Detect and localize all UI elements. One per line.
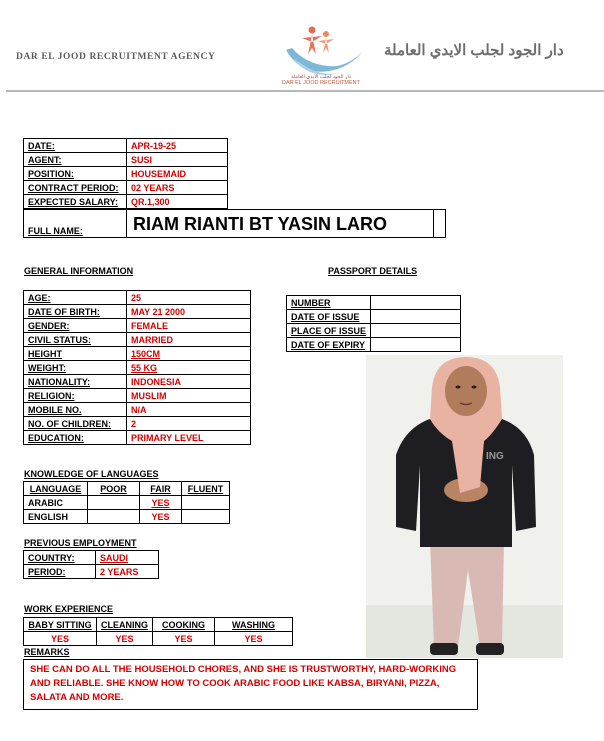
logo-text-en: DAR EL JOOD RECRUITMENT [281,80,361,86]
passport-row-value [371,310,461,324]
top-info-row [24,139,228,153]
general-info-row [24,291,251,305]
general-info-row-value: 55 KG [127,361,251,375]
general-info-row-label: NATIONALITY: [24,375,127,389]
logo-figure-body-1 [302,35,322,54]
logo-figure-head-2 [323,31,329,37]
languages-header-cell: LANGUAGE [24,482,88,496]
logo-figure-body-2 [318,38,334,53]
general-info-row [24,417,251,431]
language-name: ARABIC [24,496,88,510]
photo-shoe-right [476,643,504,655]
language-fluent [182,510,230,524]
work-experience-value: YES [215,632,293,646]
general-info-row-label: CIVIL STATUS: [24,333,127,347]
full-name-value: RIAM RIANTI BT YASIN LARO [127,210,434,238]
agency-name-en: DAR EL JOOD RECRUITMENT AGENCY [16,52,216,62]
remarks-text: SHE CAN DO ALL THE HOUSEHOLD CHORES, AND SHE IS TRUSTWORTHY, HARD-WORKING AND RELIABLE. SHE KNOW HOW TO COOK ARABIC FOOD LIKE KABSA, BIRYANI, PIZZA, SALATA AND MORE. [23,659,478,710]
logo-text-ar: دار الجود لجلب الايدي العاملة [291,74,351,80]
language-row [24,496,230,510]
general-info-row-label: RELIGION: [24,389,127,403]
general-info-row-label: WEIGHT: [24,361,127,375]
passport-row-value [371,324,461,338]
photo-shoe-left [430,643,458,655]
passport-row-label: DATE OF ISSUE [287,310,371,324]
general-info-row-label: GENDER: [24,319,127,333]
passport-row-label: NUMBER [287,296,371,310]
passport-table [286,295,461,352]
previous-employment-row [24,565,159,579]
photo-floor [366,605,563,658]
top-info-row-label: POSITION: [24,167,127,181]
work-experience-value: YES [153,632,215,646]
work-experience-header-cell: CLEANING [97,618,153,632]
general-info-row-value: MUSLIM [127,389,251,403]
general-info-row-label: HEIGHT [24,347,127,361]
general-info-row [24,375,251,389]
full-name-label: FULL NAME: [24,210,127,238]
top-info-row-label: EXPECTED SALARY: [24,195,127,209]
languages-header-row [24,482,230,496]
languages-table [23,481,230,524]
logo-wave-blue [286,48,362,72]
photo-shirt-text: ING [486,451,504,462]
language-row [24,510,230,524]
top-info-row-value: HOUSEMAID [127,167,228,181]
general-info-row-label: MOBILE NO. [24,403,127,417]
photo-face [445,366,487,416]
languages-header-cell: FAIR [140,482,182,496]
previous-employment-table [23,550,159,579]
photo-eye-left [456,386,461,389]
passport-row [287,338,461,352]
passport-row-label: DATE OF EXPIRY [287,338,371,352]
general-info-row-label: AGE: [24,291,127,305]
passport-row [287,296,461,310]
header-divider [6,90,604,92]
passport-row-value [371,296,461,310]
remarks-title: REMARKS [24,647,70,657]
languages-header-cell: POOR [88,482,140,496]
top-info-row [24,195,228,209]
general-info-row-label: EDUCATION: [24,431,127,445]
language-name: ENGLISH [24,510,88,524]
top-info-row-value: APR-19-25 [127,139,228,153]
language-poor [88,510,140,524]
top-info-row-value: QR.1,300 [127,195,228,209]
agency-name-ar: دار الجود لجلب الايدي العاملة [384,42,564,59]
general-info-row-label: NO. OF CHILDREN: [24,417,127,431]
general-info-row-value: FEMALE [127,319,251,333]
work-experience-table [23,617,293,646]
general-info-row-value: INDONESIA [127,375,251,389]
top-info-table [23,138,228,209]
general-info-row [24,403,251,417]
top-info-row [24,167,228,181]
full-name-table [23,209,446,238]
passport-row-value [371,338,461,352]
photo-eye-right [472,386,477,389]
top-info-row-label: CONTRACT PERIOD: [24,181,127,195]
general-info-row [24,333,251,347]
previous-employment-row-label: PERIOD: [24,565,96,579]
work-experience-values-row [24,632,293,646]
passport-row-label: PLACE OF ISSUE [287,324,371,338]
general-info-row-value: 150CM [127,347,251,361]
top-info-row [24,153,228,167]
work-experience-header-cell: WASHING [215,618,293,632]
work-experience-header-cell: BABY SITTING [24,618,97,632]
general-info-row-label: DATE OF BIRTH: [24,305,127,319]
full-name-spacer [434,210,446,238]
general-info-row-value: 2 [127,417,251,431]
general-info-row [24,389,251,403]
top-info-row-label: AGENT: [24,153,127,167]
general-info-row-value: MARRIED [127,333,251,347]
general-info-row [24,305,251,319]
logo-figure-head-1 [309,27,316,34]
top-info-row-value: SUSI [127,153,228,167]
language-fair: YES [140,496,182,510]
work-experience-value: YES [24,632,97,646]
full-name-row [24,210,446,238]
previous-employment-row-value: 2 YEARS [96,565,159,579]
candidate-photo [366,355,563,658]
general-info-row-value: N/A [127,403,251,417]
general-info-table [23,290,251,445]
previous-employment-row-label: COUNTRY: [24,551,96,565]
general-info-row-value: MAY 21 2000 [127,305,251,319]
top-info-row [24,181,228,195]
language-fair: YES [140,510,182,524]
work-experience-header-cell: COOKING [153,618,215,632]
top-info-row-label: DATE: [24,139,127,153]
passport-row [287,324,461,338]
general-info-title: GENERAL INFORMATION [24,266,134,276]
language-fluent [182,496,230,510]
previous-employment-title: PREVIOUS EMPLOYMENT [24,538,137,548]
passport-title: PASSPORT DETAILS [328,266,418,276]
languages-title: KNOWLEDGE OF LANGUAGES [24,469,159,479]
work-experience-header-row [24,618,293,632]
work-experience-title: WORK EXPERIENCE [24,604,114,614]
previous-employment-row [24,551,159,565]
passport-row [287,310,461,324]
top-info-row-value: 02 YEARS [127,181,228,195]
previous-employment-row-value: SAUDI [96,551,159,565]
general-info-row-value: 25 [127,291,251,305]
general-info-row [24,347,251,361]
general-info-row [24,431,251,445]
general-info-row [24,319,251,333]
work-experience-value: YES [97,632,153,646]
general-info-row [24,361,251,375]
languages-header-cell: FLUENT [182,482,230,496]
general-info-row-value: PRIMARY LEVEL [127,431,251,445]
language-poor [88,496,140,510]
